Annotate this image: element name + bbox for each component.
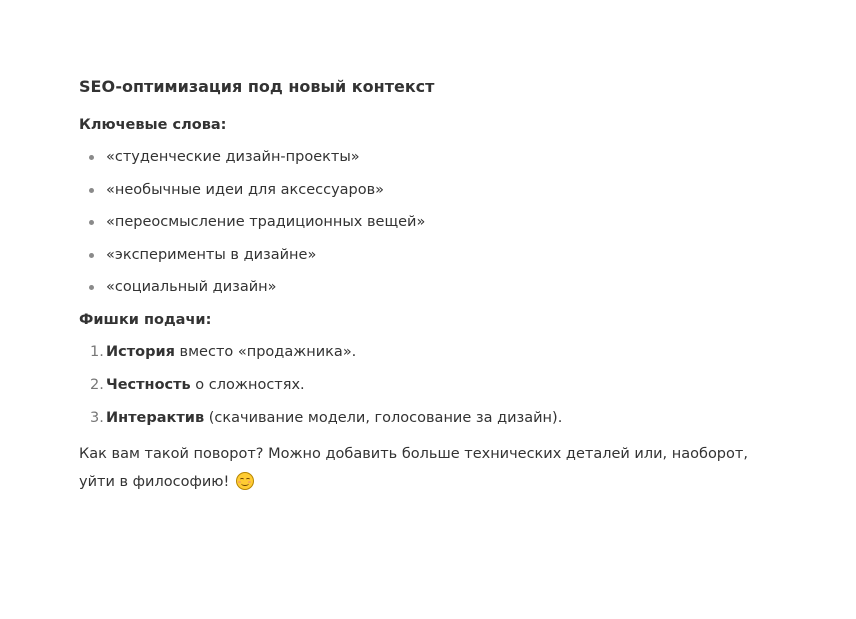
keyword-text: «необычные идеи для аксессуаров»	[106, 181, 385, 198]
list-item	[79, 341, 779, 363]
list-item	[79, 374, 779, 396]
feature-bold: История	[106, 343, 175, 360]
keyword-text: «социальный дизайн»	[106, 279, 277, 295]
list-number: 1.	[90, 343, 104, 360]
closing-text: Как вам такой поворот? Можно добавить больше технических деталей или, наоборот, уйти в философию!	[79, 445, 748, 490]
list-item	[79, 179, 779, 201]
page-title: SEO-оптимизация под новый контекст	[79, 77, 435, 96]
smiling-face-icon	[236, 472, 254, 490]
keyword-text: «переосмысление традиционных вещей»	[106, 214, 426, 230]
bullet-icon	[89, 220, 94, 225]
list-item	[79, 244, 779, 266]
list-item	[79, 276, 779, 298]
bullet-icon	[89, 253, 94, 258]
keywords-list	[79, 146, 779, 298]
keyword-text: «эксперименты в дизайне»	[106, 246, 317, 263]
feature-text: о сложностях.	[190, 376, 305, 393]
feature-bold: Честность	[106, 376, 191, 393]
list-item	[79, 146, 779, 168]
bullet-icon	[89, 188, 94, 193]
keywords-label: Ключевые слова:	[79, 117, 227, 133]
features-label: Фишки подачи:	[79, 311, 212, 328]
message-content	[79, 74, 779, 496]
features-list	[79, 341, 779, 429]
bullet-icon	[89, 155, 94, 160]
keyword-text: «студенческие дизайн-проекты»	[106, 149, 360, 165]
list-number: 3.	[90, 409, 104, 426]
feature-text: (скачивание модели, голосование за дизайн).	[204, 409, 563, 426]
feature-text: вместо «продажника».	[174, 343, 357, 360]
list-item	[79, 211, 779, 233]
closing-paragraph	[79, 440, 779, 496]
list-number: 2.	[90, 376, 104, 393]
list-item	[79, 407, 779, 429]
bullet-icon	[89, 285, 94, 290]
feature-bold: Интерактив	[106, 409, 205, 426]
